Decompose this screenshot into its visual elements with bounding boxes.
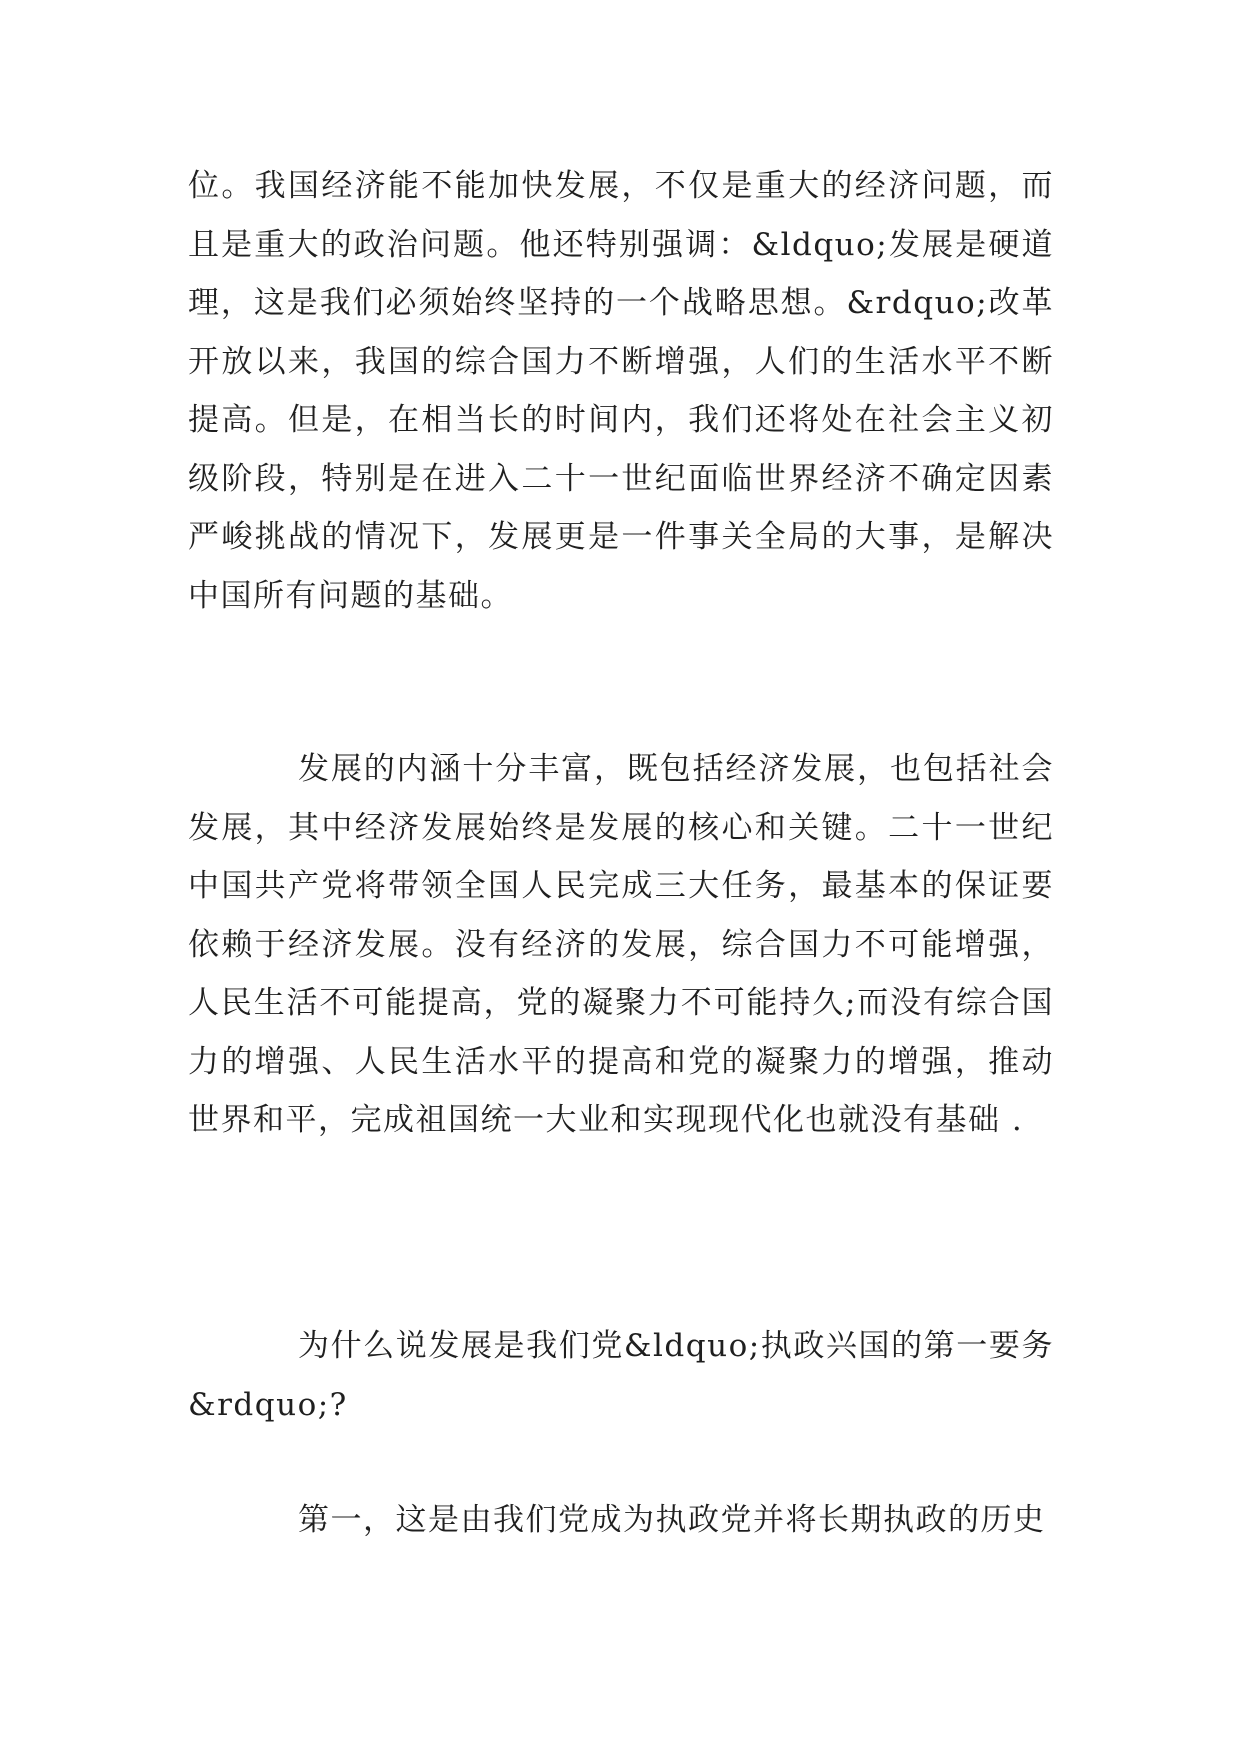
paragraph-continuation: 位。我国经济能不能加快发展，不仅是重大的经济问题，而且是重大的政治问题。他还特别强调：&ldquo;发展是硬道理，这是我们必须始终坚持的一个战略思想。&rdquo;改革开放以来，我国的综合国力不断增强，人们的生活水平不断提高。但是，在相当长的时间内，我们还将处在社会主义初级阶段，特别是在进入二十一世纪面临世界经济不确定因素严峻挑战的情况下，发展更是一件事关全局的大事，是解决中国所有问题的基础。 [188, 168, 1054, 614]
paragraph-development-meaning: 发展的内涵十分丰富，既包括经济发展，也包括社会发展，其中经济发展始终是发展的核心和关键。二十一世纪中国共产党将带领全国人民完成三大任务，最基本的保证要依赖于经济发展。没有经济的发展，综合国力不可能增强，人民生活不可能提高，党的凝聚力不可能持久;而没有综合国力的增强、人民生活水平的提高和党的凝聚力的增强，推动世界和平，完成祖国统一大业和实现现代化也就没有基础 . [188, 751, 1054, 1138]
paragraph-first-reason: 第一，这是由我们党成为执政党并将长期执政的历史 [298, 1502, 1046, 1538]
paragraph-question: 为什么说发展是我们党&ldquo;执政兴国的第一要务&rdquo;? [188, 1328, 1054, 1423]
